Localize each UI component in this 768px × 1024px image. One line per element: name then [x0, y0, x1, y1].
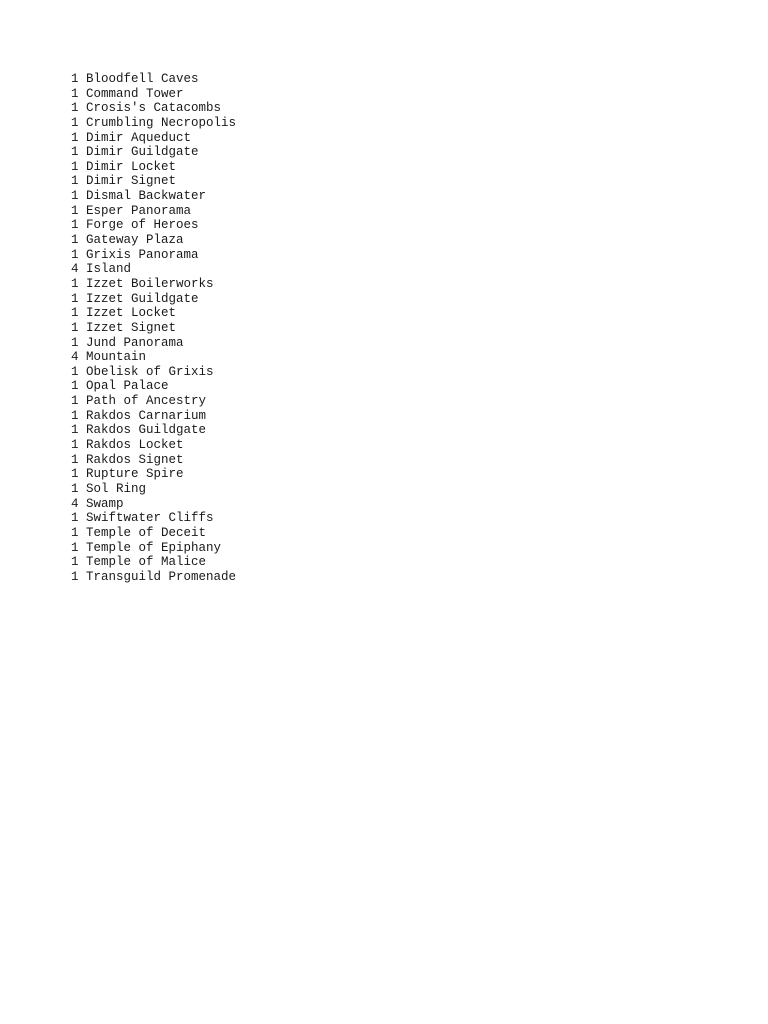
list-item: [71, 438, 236, 453]
card-quantity: 1: [71, 72, 79, 86]
card-name: Island: [86, 262, 132, 277]
card-name: Swamp: [86, 496, 124, 511]
list-item: [71, 379, 236, 394]
list-item: [71, 292, 236, 307]
card-quantity: 4: [71, 262, 79, 277]
card-quantity: 1: [71, 159, 79, 174]
card-quantity: 1: [71, 233, 79, 248]
card-quantity: 1: [71, 481, 79, 496]
card-name: Rakdos Locket: [86, 438, 184, 453]
card-quantity: 1: [71, 379, 79, 394]
list-item: [71, 174, 236, 189]
card-quantity: 1: [71, 423, 79, 438]
card-quantity: 1: [71, 452, 79, 467]
list-item: [71, 350, 236, 365]
card-name: Rakdos Guildgate: [86, 423, 207, 438]
card-quantity: 1: [71, 438, 79, 453]
list-item: [71, 409, 236, 424]
list-item: [71, 204, 236, 219]
card-quantity: 1: [71, 335, 79, 350]
card-name: Temple of Deceit: [86, 525, 207, 540]
card-name: Swiftwater Cliffs: [86, 511, 214, 526]
card-quantity: 1: [71, 218, 79, 233]
card-name: Opal Palace: [86, 379, 169, 394]
card-name: Rupture Spire: [86, 467, 184, 482]
list-item: [71, 467, 236, 482]
card-name: Command Tower: [86, 86, 184, 101]
card-quantity: 1: [71, 276, 79, 291]
deck-list: [71, 72, 236, 584]
card-quantity: 1: [71, 569, 79, 584]
list-item: [71, 277, 236, 292]
list-item: [71, 145, 236, 160]
card-name: Path of Ancestry: [86, 394, 207, 409]
list-item: [71, 394, 236, 409]
list-item: [71, 160, 236, 175]
card-quantity: 1: [71, 189, 79, 204]
list-item: [71, 423, 236, 438]
card-quantity: 1: [71, 555, 79, 570]
card-quantity: 1: [71, 86, 79, 101]
card-name: Temple of Malice: [86, 555, 207, 570]
list-item: [71, 511, 236, 526]
card-quantity: 1: [71, 203, 79, 218]
card-name: Mountain: [86, 350, 147, 365]
card-quantity: 1: [71, 525, 79, 540]
card-name: Obelisk of Grixis: [86, 364, 214, 379]
list-item: [71, 189, 236, 204]
list-item: [71, 101, 236, 116]
list-item: [71, 116, 236, 131]
card-name: Dimir Aqueduct: [86, 130, 192, 145]
list-item: [71, 555, 236, 570]
card-quantity: 1: [71, 115, 79, 130]
list-item: [71, 233, 236, 248]
card-name: Crumbling Necropolis: [86, 115, 237, 130]
list-item: [71, 365, 236, 380]
card-quantity: 1: [71, 394, 79, 409]
card-quantity: 1: [71, 467, 79, 482]
card-name: Izzet Signet: [86, 320, 177, 335]
card-name: Dismal Backwater: [86, 189, 207, 204]
list-item: [71, 570, 236, 585]
list-item: [71, 482, 236, 497]
card-name: Izzet Guildgate: [86, 291, 199, 306]
card-quantity: 1: [71, 408, 79, 423]
card-name: Transguild Promenade: [86, 569, 237, 584]
card-name: Rakdos Signet: [86, 452, 184, 467]
card-quantity: 1: [71, 364, 79, 379]
list-item: [71, 131, 236, 146]
card-name: Esper Panorama: [86, 203, 192, 218]
card-name: Izzet Locket: [86, 306, 177, 321]
list-item: [71, 541, 236, 556]
list-item: [71, 453, 236, 468]
card-name: Sol Ring: [86, 481, 147, 496]
card-name: Izzet Boilerworks: [86, 276, 214, 291]
list-item: [71, 336, 236, 351]
card-quantity: 1: [71, 511, 79, 526]
list-item: [71, 87, 236, 102]
card-quantity: 1: [71, 320, 79, 335]
card-quantity: 1: [71, 145, 79, 160]
card-name: Crosis's Catacombs: [86, 101, 222, 116]
card-name: Jund Panorama: [86, 335, 184, 350]
card-quantity: 1: [71, 130, 79, 145]
card-name: Dimir Signet: [86, 174, 177, 189]
card-quantity: 1: [71, 247, 79, 262]
card-name: Gateway Plaza: [86, 233, 184, 248]
card-quantity: 4: [71, 496, 79, 511]
card-quantity: 4: [71, 350, 79, 365]
list-item: [71, 218, 236, 233]
card-quantity: 1: [71, 306, 79, 321]
list-item: [71, 72, 236, 87]
card-quantity: 1: [71, 174, 79, 189]
list-item: [71, 321, 236, 336]
card-name: Grixis Panorama: [86, 247, 199, 262]
list-item: [71, 497, 236, 512]
card-name: Dimir Guildgate: [86, 145, 199, 160]
card-name: Bloodfell Caves: [86, 72, 199, 86]
list-item: [71, 306, 236, 321]
card-name: Forge of Heroes: [86, 218, 199, 233]
card-quantity: 1: [71, 291, 79, 306]
card-quantity: 1: [71, 540, 79, 555]
card-name: Rakdos Carnarium: [86, 408, 207, 423]
list-item: [71, 248, 236, 263]
list-item: [71, 262, 236, 277]
card-quantity: 1: [71, 101, 79, 116]
list-item: [71, 526, 236, 541]
card-name: Temple of Epiphany: [86, 540, 222, 555]
card-name: Dimir Locket: [86, 159, 177, 174]
